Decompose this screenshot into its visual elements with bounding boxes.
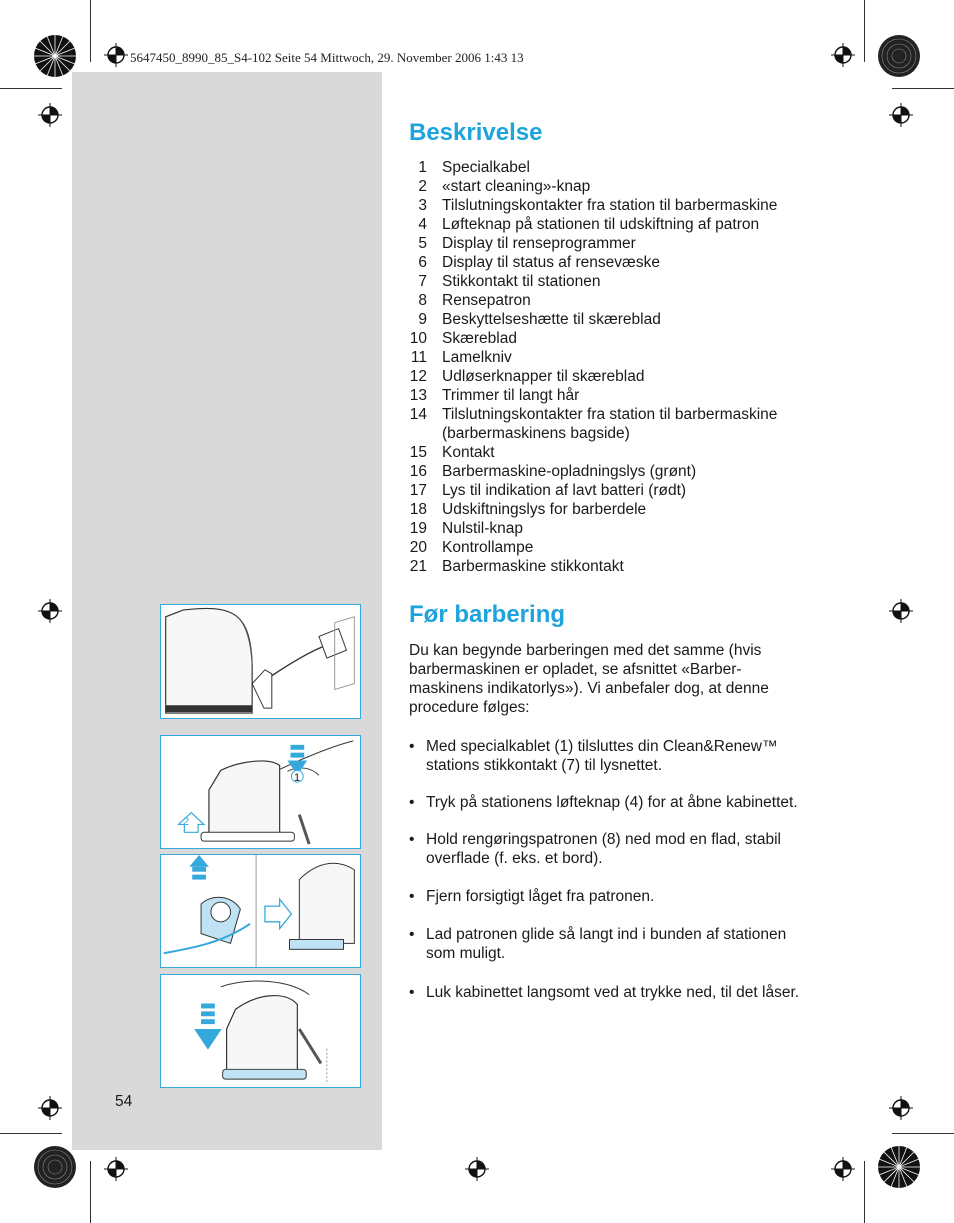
item-number: 6	[418, 254, 427, 271]
instruction-line: Fjern forsigtigt låget fra patronen.	[426, 888, 655, 905]
registration-mark-icon	[38, 599, 62, 623]
item-text: «start cleaning»-knap	[442, 178, 591, 195]
illustration-close-cabinet	[160, 974, 361, 1088]
item-number: 5	[418, 235, 427, 252]
close-cabinet-drawing	[161, 975, 360, 1087]
instruction-item: • Fjern forsigtigt låget fra patronen.	[409, 888, 655, 905]
list-item	[402, 291, 862, 310]
item-text: Løfteknap på stationen til udskiftning af patron	[442, 216, 760, 233]
item-text: Stikkontakt til stationen	[442, 273, 601, 290]
list-item	[402, 215, 862, 234]
list-item	[402, 196, 862, 215]
list-item	[402, 329, 862, 348]
starburst-mark-icon	[33, 1145, 77, 1189]
crop-mark	[90, 0, 91, 62]
crop-mark	[892, 1133, 954, 1134]
item-text: Display til renseprogrammer	[442, 235, 636, 252]
registration-mark-icon	[831, 1157, 855, 1181]
instruction-line: Luk kabinettet langsomt ved at trykke ned, til det låser.	[426, 984, 800, 1001]
item-number: 12	[409, 368, 427, 385]
starburst-mark-icon	[877, 1145, 921, 1189]
item-number: 17	[409, 482, 427, 499]
intro-line: Du kan begynde barberingen med det samme (hvis	[409, 642, 762, 659]
item-number: 10	[409, 330, 427, 347]
section-title-beskrivelse: Beskrivelse	[409, 119, 543, 146]
list-item	[402, 272, 862, 291]
list-item	[402, 386, 862, 405]
registration-mark-icon	[831, 43, 855, 67]
item-text: Specialkabel	[442, 159, 530, 176]
illustration-insert-cartridge	[160, 854, 361, 968]
illustration-plug-in-station	[160, 604, 361, 719]
component-list	[402, 158, 862, 576]
item-text	[442, 405, 777, 443]
item-text: Kontrollampe	[442, 539, 534, 556]
intro-line: maskinens indikatorlys»). Vi anbefaler dog, at denne	[409, 680, 769, 697]
insert-cartridge-drawing	[161, 855, 360, 967]
list-item	[402, 367, 862, 386]
registration-mark-icon	[889, 599, 913, 623]
item-number: 8	[418, 292, 427, 309]
item-text: Udløserknapper til skæreblad	[442, 368, 645, 385]
item-number: 2	[418, 178, 427, 195]
instruction-item: • Lad patronen glide så langt ind i bunden af stationen som muligt.	[409, 926, 787, 962]
section-title-foer-barbering: Før barbering	[409, 601, 566, 628]
item-text: Kontakt	[442, 444, 495, 461]
list-item	[402, 462, 862, 481]
instruction-line: Med specialkablet (1) tilsluttes din Clean&Renew™	[426, 738, 778, 755]
crop-mark	[0, 88, 62, 89]
registration-mark-icon	[465, 1157, 489, 1181]
registration-mark-icon	[104, 43, 128, 67]
item-text-line: (barbermaskinens bagside)	[442, 425, 630, 442]
step-number-label: 1	[294, 772, 301, 784]
station-plug-drawing	[161, 605, 360, 718]
crop-mark	[864, 0, 865, 62]
intro-line: procedure følges:	[409, 699, 530, 716]
list-item	[402, 443, 862, 462]
item-text: Display til status af rensevæske	[442, 254, 660, 271]
instruction-item: • Luk kabinettet langsomt ved at trykke ned, til det låser.	[409, 984, 800, 1001]
item-text: Skæreblad	[442, 330, 517, 347]
intro-line: barbermaskinen er opladet, se afsnittet «Barber-	[409, 661, 742, 678]
list-item	[402, 234, 862, 253]
registration-mark-icon	[889, 1096, 913, 1120]
instruction-item: • Tryk på stationens løfteknap (4) for at åbne kabinettet.	[409, 794, 798, 811]
starburst-mark-icon	[33, 34, 77, 78]
instruction-line: overflade (f. eks. et bord).	[426, 850, 603, 867]
step-number-label: 2	[183, 816, 190, 828]
crop-mark	[864, 1161, 865, 1223]
item-text: Rensepatron	[442, 292, 531, 309]
list-item	[402, 348, 862, 367]
starburst-mark-icon	[877, 34, 921, 78]
item-number: 4	[418, 216, 427, 233]
item-text: Udskiftningslys for barberdele	[442, 501, 647, 518]
item-text: Barbermaskine stikkontakt	[442, 558, 624, 575]
item-number: 3	[418, 197, 427, 214]
item-number: 9	[418, 311, 427, 328]
item-text: Lys til indikation af lavt batteri (rødt)	[442, 482, 687, 499]
instruction-line: Hold rengøringspatronen (8) ned mod en flad, stabil	[426, 831, 781, 848]
item-number: 15	[409, 444, 427, 461]
item-number: 7	[418, 273, 427, 290]
intro-paragraph	[409, 641, 829, 717]
item-text: Beskyttelseshætte til skæreblad	[442, 311, 661, 328]
item-text: Nulstil-knap	[442, 520, 523, 537]
illustration-open-cabinet	[160, 735, 361, 849]
crop-mark	[892, 88, 954, 89]
item-number: 11	[410, 349, 427, 366]
crop-mark	[90, 1161, 91, 1223]
item-text: Tilslutningskontakter fra station til barbermaskine	[442, 197, 778, 214]
item-number: 14	[409, 406, 427, 423]
registration-mark-icon	[38, 103, 62, 127]
list-item	[402, 405, 862, 443]
item-text: Lamelkniv	[442, 349, 512, 366]
list-item	[402, 310, 862, 329]
instruction-line: som muligt.	[426, 945, 506, 962]
instruction-line: Tryk på stationens løfteknap (4) for at åbne kabinettet.	[426, 794, 798, 811]
print-header: 5647450_8990_85_S4-102 Seite 54 Mittwoch, 29. November 2006 1:43 13	[130, 50, 524, 65]
instruction-item: • Hold rengøringspatronen (8) ned mod en flad, stabil overflade (f. eks. et bord).	[409, 831, 781, 867]
list-item	[402, 481, 862, 500]
crop-mark	[0, 1133, 62, 1134]
instruction-line: stations stikkontakt (7) til lysnettet.	[426, 757, 663, 774]
list-item	[402, 177, 862, 196]
item-number: 16	[409, 463, 427, 480]
list-item	[402, 557, 862, 576]
page-number: 54	[115, 1093, 133, 1110]
list-item	[402, 500, 862, 519]
item-number: 20	[409, 539, 427, 556]
open-cabinet-drawing	[161, 736, 360, 848]
item-number: 19	[409, 520, 427, 537]
item-number: 18	[409, 501, 427, 518]
item-number: 1	[418, 159, 427, 176]
instruction-line: Lad patronen glide så langt ind i bunden af stationen	[426, 926, 787, 943]
item-text: Trimmer til langt hår	[442, 387, 580, 404]
item-text: Barbermaskine-opladningslys (grønt)	[442, 463, 697, 480]
item-text-line: Tilslutningskontakter fra station til barbermaskine	[442, 406, 778, 423]
instruction-item: • Med specialkablet (1) tilsluttes din Clean&Renew™ stations stikkontakt (7) til lysnettet.	[409, 738, 778, 774]
registration-mark-icon	[38, 1096, 62, 1120]
registration-mark-icon	[889, 103, 913, 127]
list-item	[402, 253, 862, 272]
list-item	[402, 519, 862, 538]
list-item	[402, 538, 862, 557]
registration-mark-icon	[104, 1157, 128, 1181]
item-number: 13	[409, 387, 427, 404]
item-number: 21	[409, 558, 427, 575]
list-item	[402, 158, 862, 177]
